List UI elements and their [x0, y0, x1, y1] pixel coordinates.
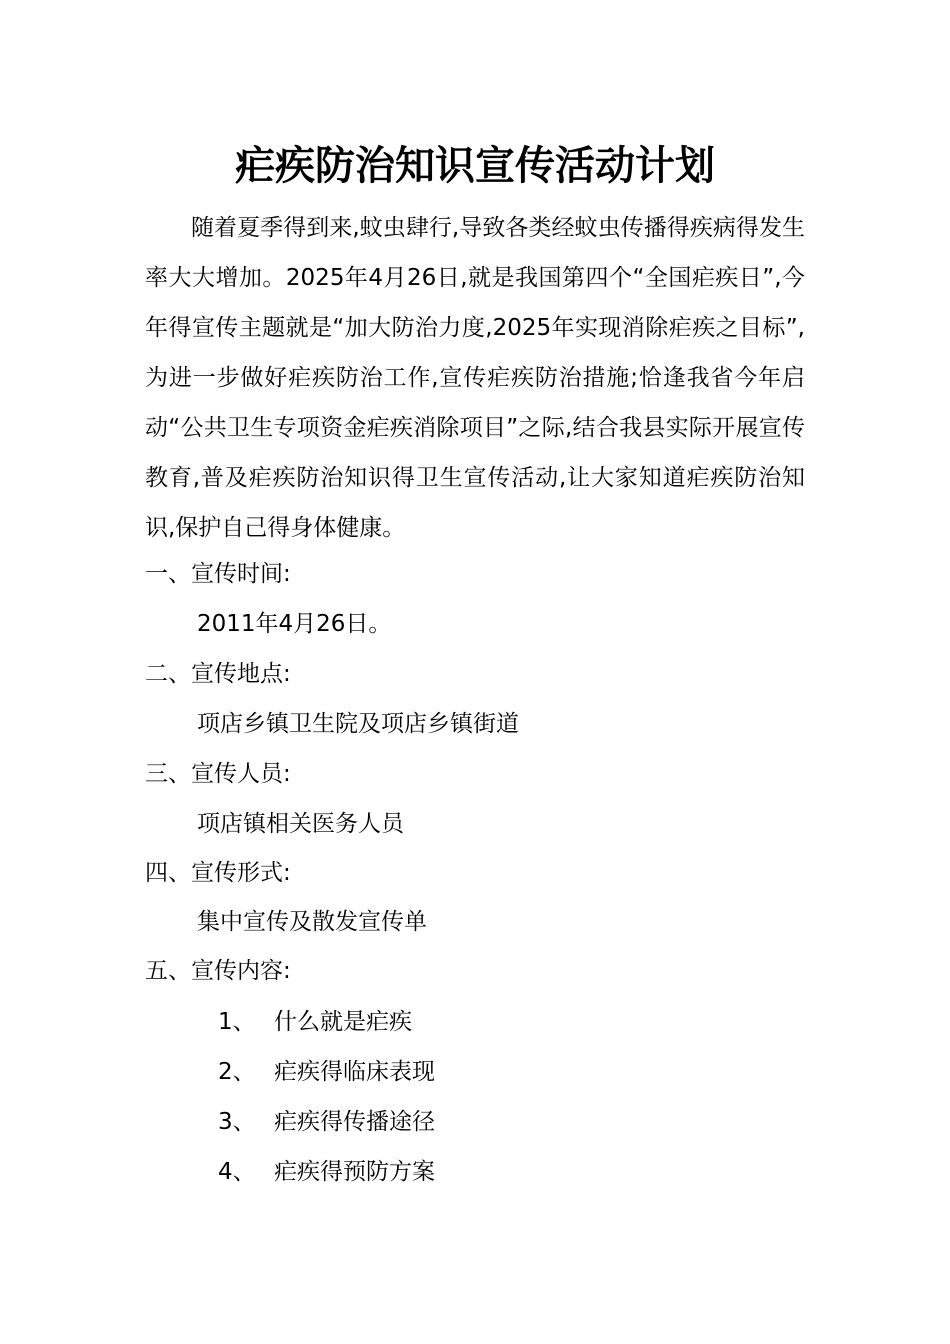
list-item — [218, 997, 412, 1047]
list-item-number: 4、 — [218, 1159, 256, 1185]
list-item-text: 疟疾得临床表现 — [274, 1059, 435, 1085]
section-heading-staff: 三、宣传人员: — [145, 761, 291, 787]
list-item-number: 1、 — [218, 1009, 256, 1035]
section-detail-staff: 项店镇相关医务人员 — [197, 811, 404, 837]
list-item — [218, 1047, 435, 1097]
list-item-number: 2、 — [218, 1059, 256, 1085]
list-item-text: 什么就是疟疾 — [274, 1009, 412, 1035]
section-detail-time: 2011年4月26日。 — [197, 611, 392, 637]
section-heading-format: 四、宣传形式: — [145, 860, 291, 886]
section-heading-time: 一、宣传时间: — [145, 561, 291, 587]
list-item-text: 疟疾得传播途径 — [274, 1109, 435, 1135]
list-item — [218, 1097, 435, 1147]
list-item — [218, 1147, 435, 1197]
list-item-text: 疟疾得预防方案 — [274, 1159, 435, 1185]
section-detail-location: 项店乡镇卫生院及项店乡镇街道 — [197, 711, 519, 737]
section-heading-location: 二、宣传地点: — [145, 661, 291, 687]
section-detail-format: 集中宣传及散发宣传单 — [197, 909, 427, 935]
list-item-number: 3、 — [218, 1109, 256, 1135]
section-heading-content: 五、宣传内容: — [145, 958, 291, 984]
document-title: 疟疾防治知识宣传活动计划 — [235, 143, 715, 189]
intro-paragraph: 随着夏季得到来,蚊虫肆行,导致各类经蚊虫传播得疾病得发生率大大增加。2025年4月26日,就是我国第四个“全国疟疾日”,今年得宣传主题就是“加大防治力度,2025年实现消除疟疾之目标”,为进一步做好疟疾防治工作,宣传疟疾防治措施;恰逢我省今年启动“公共卫生专项资金疟疾消除项目”之际,结合我县实际开展宣传教育,普及疟疾防治知识得卫生宣传活动,让大家知道疟疾防治知识,保护自己得身体健康。 — [145, 215, 805, 541]
